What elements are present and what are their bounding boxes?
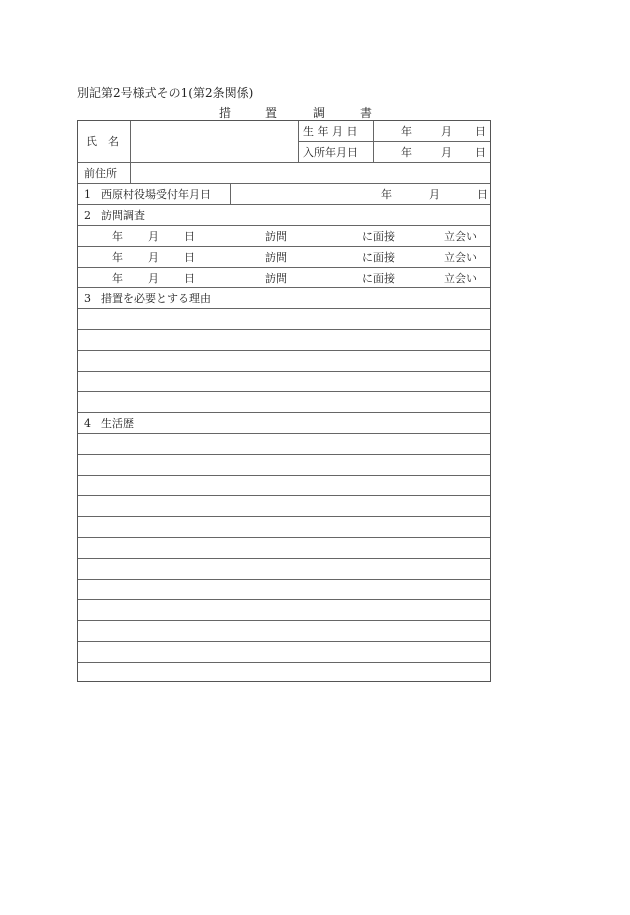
- attend-label: 立会い: [444, 251, 477, 264]
- admission-date-label: 入所年月日: [303, 146, 358, 159]
- life-history-field[interactable]: [78, 434, 490, 681]
- day-label: 日: [477, 188, 488, 201]
- section-3-number: 3: [84, 292, 91, 305]
- month-label: 月: [429, 188, 440, 201]
- form-number-label: 別記第2号様式その1(第2条関係): [77, 86, 254, 100]
- visit-row[interactable]: [78, 226, 490, 246]
- month-label: 月: [148, 251, 159, 264]
- year-label: 年: [112, 272, 123, 285]
- birth-date-field[interactable]: [374, 121, 490, 141]
- month-label: 月: [148, 272, 159, 285]
- day-label: 日: [184, 272, 195, 285]
- section-4-number: 4: [84, 417, 91, 430]
- reception-date-label: 西原村役場受付年月日: [101, 188, 211, 201]
- year-label: 年: [401, 146, 412, 159]
- month-label: 月: [148, 230, 159, 243]
- title-char: 置: [265, 106, 278, 120]
- month-label: 月: [441, 146, 452, 159]
- day-label: 日: [184, 230, 195, 243]
- visit-label: 訪問: [265, 230, 287, 243]
- name-label: 氏 名: [86, 135, 119, 148]
- divider: [78, 412, 490, 413]
- section-1-number: 1: [84, 188, 91, 201]
- attend-label: 立会い: [444, 230, 477, 243]
- admission-date-field[interactable]: [374, 142, 490, 162]
- month-label: 月: [441, 125, 452, 138]
- section-2-number: 2: [84, 209, 91, 222]
- interview-label: に面接: [362, 230, 395, 243]
- visit-label: 訪問: [265, 251, 287, 264]
- day-label: 日: [184, 251, 195, 264]
- interview-label: に面接: [362, 251, 395, 264]
- year-label: 年: [112, 230, 123, 243]
- visit-label: 訪問: [265, 272, 287, 285]
- day-label: 日: [475, 125, 486, 138]
- divider: [78, 204, 490, 205]
- attend-label: 立会い: [444, 272, 477, 285]
- form-table: [77, 120, 491, 682]
- divider: [78, 287, 490, 288]
- visit-survey-label: 訪問調査: [101, 209, 145, 222]
- day-label: 日: [475, 146, 486, 159]
- reception-date-field[interactable]: [231, 184, 490, 204]
- birth-date-label: 生 年 月 日: [303, 125, 358, 138]
- title-char: 調: [313, 106, 326, 120]
- visit-row[interactable]: [78, 247, 490, 267]
- reason-label: 措置を必要とする理由: [101, 292, 211, 305]
- year-label: 年: [381, 188, 392, 201]
- title-char: 措: [219, 106, 232, 120]
- title-char: 書: [360, 106, 373, 120]
- year-label: 年: [401, 125, 412, 138]
- previous-address-field[interactable]: [131, 163, 490, 183]
- previous-address-label: 前住所: [84, 167, 117, 180]
- interview-label: に面接: [362, 272, 395, 285]
- visit-row[interactable]: [78, 268, 490, 287]
- name-field[interactable]: [131, 121, 298, 162]
- reason-field[interactable]: [78, 309, 490, 412]
- year-label: 年: [112, 251, 123, 264]
- life-history-label: 生活歴: [101, 417, 134, 430]
